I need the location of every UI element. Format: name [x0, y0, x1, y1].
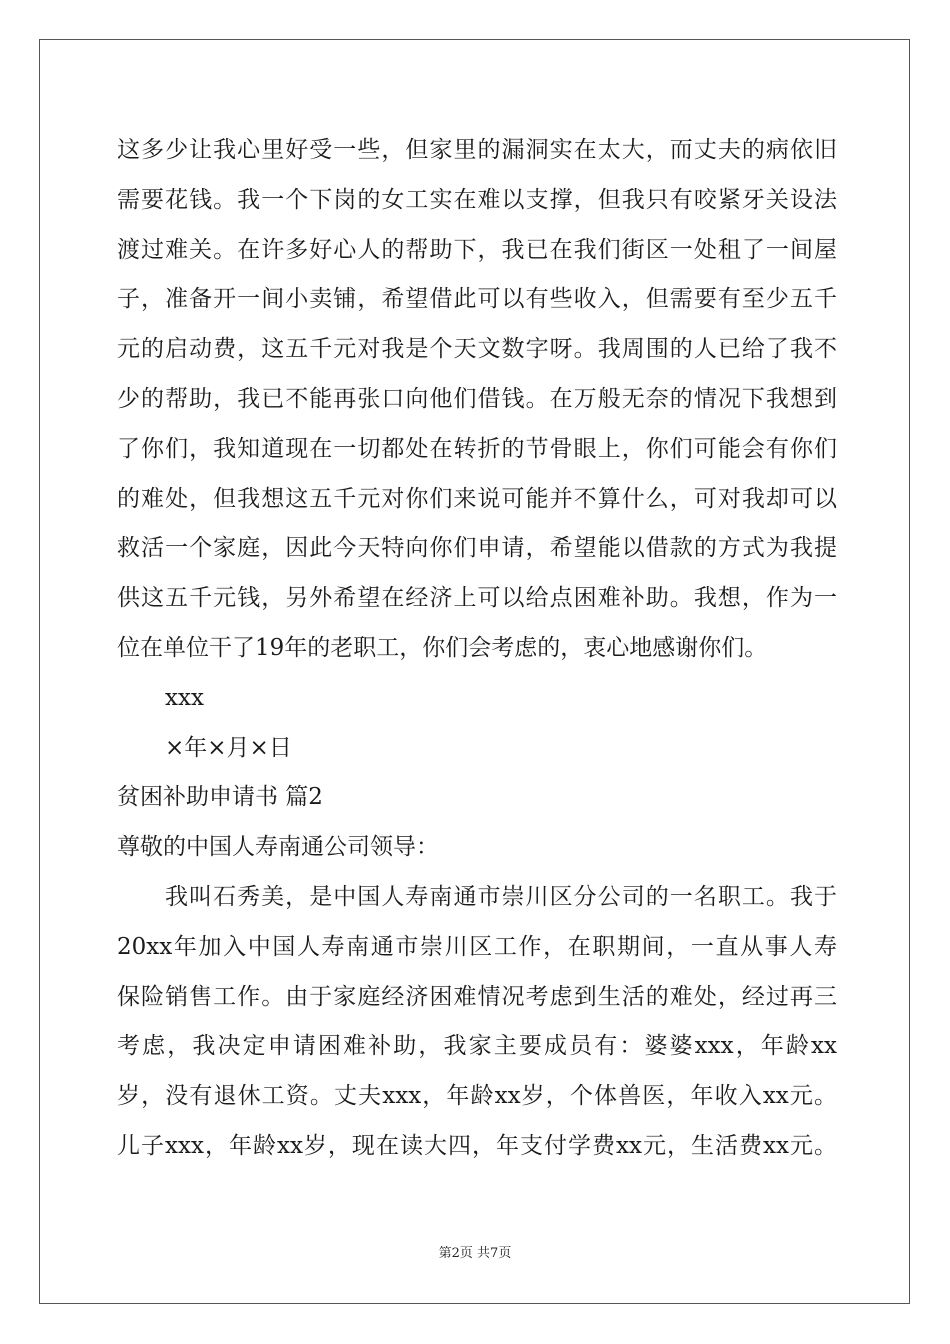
paragraph-line: 元的启动费，这五千元对我是个天文数字呀。我周围的人已给了我不: [117, 336, 837, 363]
paragraph-line: 儿子xxx，年龄xx岁，现在读大四，年支付学费xx元，生活费xx元。: [117, 1132, 837, 1159]
paragraph-line: 救活一个家庭，因此今天特向你们申请，希望能以借款的方式为我提: [117, 535, 837, 562]
paragraph-line: 考虑，我决定申请困难补助，我家主要成员有：婆婆xxx，年龄xx: [117, 1033, 837, 1060]
section-title: 贫困补助申请书 篇2: [117, 784, 323, 811]
salutation: 尊敬的中国人寿南通公司领导：: [117, 834, 439, 861]
paragraph-line: 岁，没有退休工资。丈夫xxx，年龄xx岁，个体兽医，年收入xx元。: [117, 1083, 837, 1110]
paragraph-line: 我叫石秀美，是中国人寿南通市崇川区分公司的一名职工。我于: [165, 883, 837, 910]
paragraph-line: 位在单位干了19年的老职工，你们会考虑的，衷心地感谢你们。: [117, 634, 768, 661]
document-body: [117, 126, 837, 1172]
paragraph-line: 少的帮助，我已不能再张口向他们借钱。在万般无奈的情况下我想到: [117, 385, 837, 412]
page-indicator: 第2页 共7页: [438, 1246, 512, 1261]
paragraph-line: 需要花钱。我一个下岗的女工实在难以支撑，但我只有咬紧牙关设法: [117, 186, 837, 213]
paragraph-line: 渡过难关。在许多好心人的帮助下，我已在我们街区一处租了一间屋: [117, 236, 837, 263]
signature: xxx: [165, 684, 204, 711]
paragraph-line: 这多少让我心里好受一些，但家里的漏洞实在太大，而丈夫的病依旧: [117, 137, 837, 163]
paragraph-line: 的难处，但我想这五千元对你们来说可能并不算什么，可对我却可以: [117, 485, 837, 512]
paragraph-line: 了你们，我知道现在一切都处在转折的节骨眼上，你们可能会有你们: [117, 435, 837, 462]
paragraph-line: 保险销售工作。由于家庭经济困难情况考虑到生活的难处，经过再三: [117, 983, 837, 1010]
paragraph-line: 子，准备开一间小卖铺，希望借此可以有些收入，但需要有至少五千: [117, 286, 837, 313]
paragraph-line: 供这五千元钱，另外希望在经济上可以给点困难补助。我想，作为一: [117, 585, 837, 612]
date: ×年×月×日: [165, 734, 292, 761]
paragraph-line: 20xx年加入中国人寿南通市崇川区工作，在职期间，一直从事人寿: [117, 933, 837, 960]
